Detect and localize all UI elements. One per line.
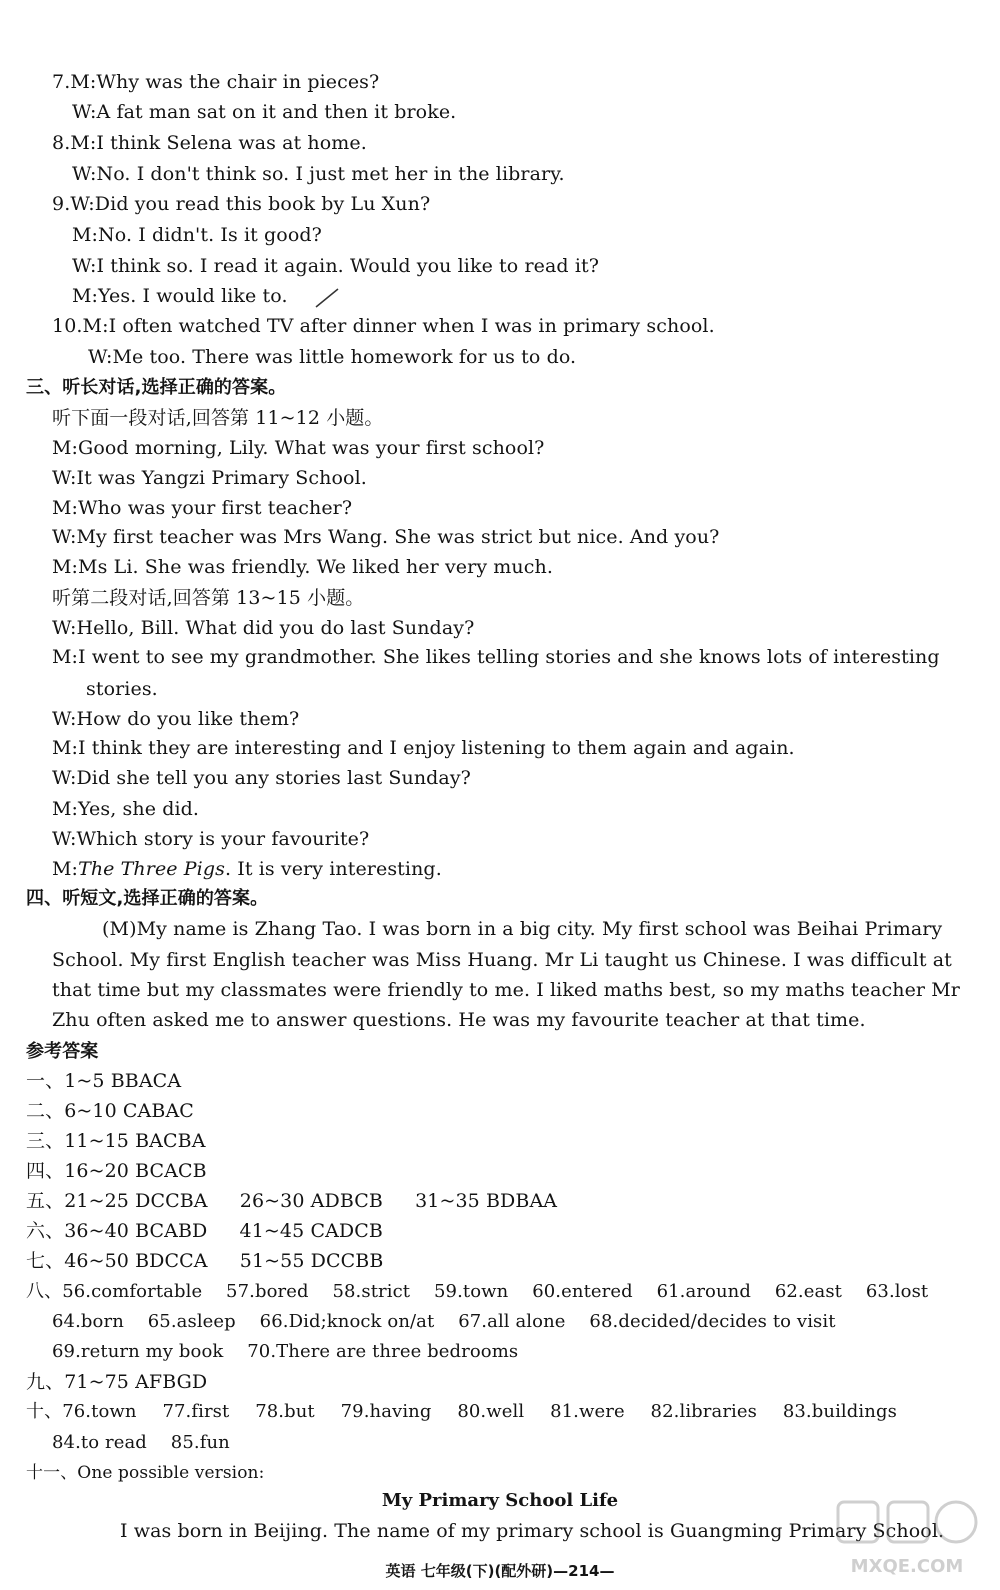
answer-item: 80.well — [457, 1401, 525, 1422]
answer-row: 二、6~10 CABAC — [26, 1100, 194, 1122]
answers-heading: 参考答案 — [26, 1041, 99, 1062]
answer-item: 61.around — [656, 1281, 751, 1302]
passage-line: School. My first English teacher was Miss Huang. Mr Li taught us Chinese. I was difficult at — [52, 949, 952, 971]
answer-item: 60.entered — [532, 1281, 633, 1302]
dialog-line: W:A fat man sat on it and then it broke. — [72, 101, 457, 123]
answer-item: 65.asleep — [147, 1311, 236, 1332]
dialog-line: W:Me too. There was little homework for us to do. — [88, 346, 577, 368]
answer-item: 62.east — [774, 1281, 843, 1302]
dialog-line: M:Good morning, Lily. What was your first school? — [52, 437, 545, 459]
speaker-label: M: — [52, 858, 79, 880]
answer-item: 83.buildings — [782, 1401, 897, 1422]
dialog-line: W:My first teacher was Mrs Wang. She was strict but nice. And you? — [52, 526, 720, 548]
answer-item: 69.return my book — [52, 1341, 224, 1362]
passage-line: that time but my classmates were friendly to me. I liked maths best, so my maths teacher Mr — [52, 979, 960, 1001]
dialog-line: W:It was Yangzi Primary School. — [52, 467, 367, 489]
answer-item: 64.born — [52, 1311, 124, 1332]
section-heading: 四、听短文,选择正确的答案。 — [26, 888, 269, 909]
dialog-line — [52, 857, 442, 881]
dialog-line: M:Yes, she did. — [52, 798, 200, 820]
answer-group: 五、21~25 DCCBA — [26, 1190, 208, 1212]
answer-item: 59.town — [433, 1281, 509, 1302]
answer-item: 十、76.town — [26, 1401, 137, 1422]
dialog-line: M:No. I didn't. Is it good? — [72, 224, 322, 246]
watermark-logo — [832, 1496, 982, 1582]
answer-item: 67.all alone — [458, 1311, 566, 1332]
answer-row — [26, 1249, 383, 1273]
answer-row — [26, 1219, 383, 1243]
story-title: The Three Pigs — [78, 858, 225, 880]
answer-group: 26~30 ADBCB — [239, 1190, 383, 1212]
answer-row: 四、16~20 BCACB — [26, 1160, 207, 1182]
answer-item: 85.fun — [170, 1432, 230, 1453]
answer-group: 六、36~40 BCABD — [26, 1220, 208, 1242]
answer-row — [26, 1280, 928, 1304]
answer-item: 70.There are three bedrooms — [247, 1341, 519, 1362]
answer-group: 41~45 CADCB — [239, 1220, 383, 1242]
answer-item: 57.bored — [226, 1281, 309, 1302]
answer-row: 九、71~75 AFBGD — [26, 1371, 208, 1393]
dialog-line: M:Ms Li. She was friendly. We liked her very much. — [52, 556, 553, 578]
dialog-line: W:No. I don't think so. I just met her in the library. — [72, 163, 565, 185]
svg-text:MXQE.COM: MXQE.COM — [850, 1556, 964, 1577]
dialog-line: 7.M:Why was the chair in pieces? — [52, 71, 380, 93]
dialog-line: M:I went to see my grandmother. She likes telling stories and she knows lots of interesting — [52, 646, 940, 668]
answer-row — [26, 1189, 557, 1213]
answer-row: 三、11~15 BACBA — [26, 1130, 206, 1152]
answer-item: 68.decided/decides to visit — [589, 1311, 836, 1332]
dialog-line: stories. — [86, 678, 158, 700]
answer-group: 七、46~50 BDCCA — [26, 1250, 208, 1272]
answer-row — [52, 1431, 230, 1455]
dialog-line: 8.M:I think Selena was at home. — [52, 132, 367, 154]
answer-group: 31~35 BDBAA — [415, 1190, 558, 1212]
passage-line: Zhu often asked me to answer questions. He was my favourite teacher at that time. — [52, 1009, 866, 1031]
answer-item: 84.to read — [52, 1432, 147, 1453]
section-intro: 听第二段对话,回答第 13~15 小题。 — [52, 587, 365, 609]
dialog-line: W:Hello, Bill. What did you do last Sunday? — [52, 617, 475, 639]
answer-row — [52, 1310, 836, 1334]
essay-line: I was born in Beijing. The name of my primary school is Guangming Primary School. — [120, 1520, 945, 1542]
answer-group: 51~55 DCCBB — [239, 1250, 384, 1272]
dialog-line: W:How do you like them? — [52, 708, 300, 730]
answer-item: 77.first — [162, 1401, 230, 1422]
dialog-line: 10.M:I often watched TV after dinner when I was in primary school. — [52, 315, 715, 337]
answer-item: 八、56.comfortable — [26, 1281, 203, 1302]
answer-item: 66.Did;knock on/at — [259, 1311, 435, 1332]
answer-item: 79.having — [340, 1401, 432, 1422]
answer-row — [26, 1400, 897, 1424]
answer-item: 58.strict — [332, 1281, 411, 1302]
answer-row: 一、1~5 BBACA — [26, 1070, 182, 1092]
pen-slash-mark — [312, 285, 342, 309]
dialog-text: . It is very interesting. — [224, 858, 442, 880]
answer-row — [52, 1340, 518, 1364]
page-footer: 英语 七年级(下)(配外研)—214— — [385, 1562, 615, 1580]
dialog-line: M:Who was your first teacher? — [52, 497, 353, 519]
answer-item: 78.but — [255, 1401, 315, 1422]
dialog-line: M:I think they are interesting and I enjoy listening to them again and again. — [52, 737, 795, 759]
passage-line: (M)My name is Zhang Tao. I was born in a big city. My first school was Beihai Primary — [102, 918, 943, 940]
dialog-line: W:Did she tell you any stories last Sunday? — [52, 767, 471, 789]
answer-item: 63.lost — [865, 1281, 929, 1302]
essay-title: My Primary School Life — [381, 1490, 619, 1511]
dialog-line: M:Yes. I would like to. — [72, 285, 288, 307]
answer-item: 81.were — [550, 1401, 625, 1422]
dialog-line: W:I think so. I read it again. Would you like to read it? — [72, 255, 600, 277]
answer-item: 82.libraries — [650, 1401, 757, 1422]
dialog-line: W:Which story is your favourite? — [52, 828, 370, 850]
section-heading: 三、听长对话,选择正确的答案。 — [26, 377, 287, 398]
section-intro: 听下面一段对话,回答第 11~12 小题。 — [52, 407, 384, 429]
dialog-line: 9.W:Did you read this book by Lu Xun? — [52, 193, 431, 215]
answer-row: 十一、One possible version: — [26, 1463, 265, 1483]
